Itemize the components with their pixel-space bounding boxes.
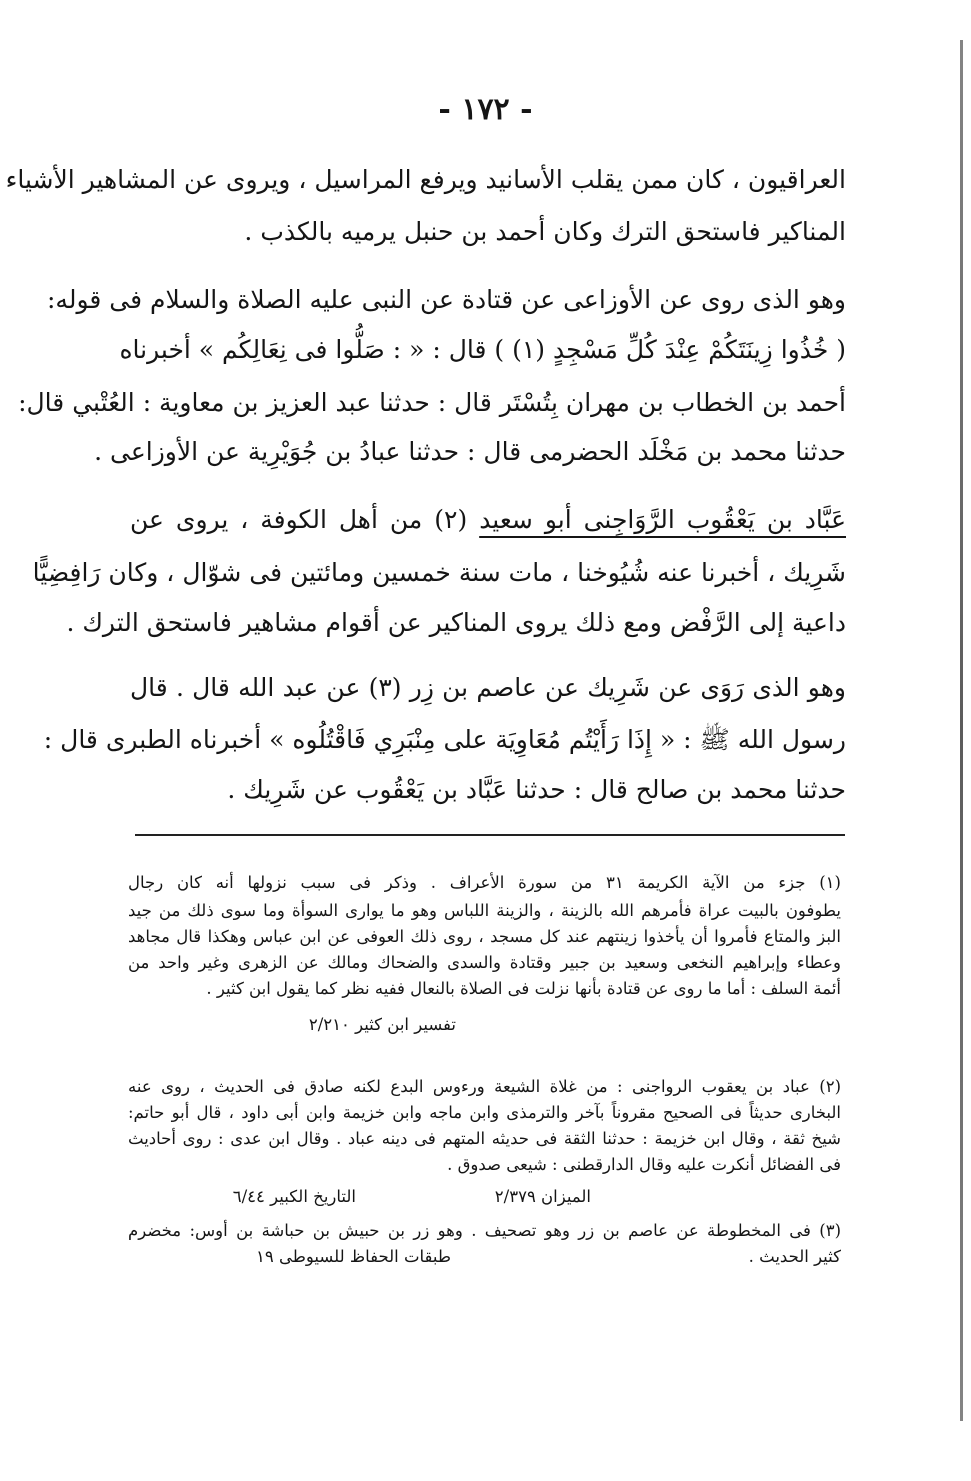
footnote-line: كثير الحديث . [748, 1247, 841, 1266]
body-line: وهو الذى رَوَى عن شَرِيك عن عاصم بن زِر (٣) عن عبد الله قال . قال [130, 673, 846, 702]
footnote-line: شيخ ثقة ، وقال ابن خزيمة : حدثنا الثقة فى حديثه المتهم فى دينه عباد . وقال ابن عدى : روى أحاديث [128, 1129, 841, 1148]
body-line: المناكير فاستحق الترك وكان أحمد بن حنبل يرميه بالكذب . [244, 217, 846, 246]
footnote-line: (٢) عباد بن يعقوب الرواجنى : من غلاة الشيعة ورءوس البدع لكنه صادق فى الحديث ، روى عنه [128, 1077, 841, 1096]
footnote-source: تفسير ابن كثير ٢/٢١٠ [308, 1015, 456, 1034]
footnote-line: أئمة السلف : أما ما روى عن قتادة بأنها نزلت فى الصلاة بالنعال ففيه نظر كما يقول ابن كثير . [206, 979, 841, 998]
footnote-line: وعطاء وإبراهيم النخعى وسعيد بن جبير وقتادة والسدى والضحاك ومالك عن الزهرى وغير واحد من [128, 953, 841, 972]
body-line: أحمد بن الخطاب بن مهران بِتُسْتَر قال : حدثنا عبد العزيز بن معاوية : العُتْبي قال: [18, 388, 846, 417]
footnote-source: طبقات الحفاظ للسيوطى ١٩ [256, 1247, 451, 1266]
page-number: - ١٧٢ - [438, 92, 533, 127]
narrator-entry-text: (٢) من أهل الكوفة ، يروى عن [130, 505, 480, 534]
footnote-line: البز والمتاع فأمروا أن يأخذوا زينتهم عند كل مسجد ، روى ذلك العوفى عن ابن عباس وهكذا قال مجاهد [128, 927, 841, 946]
footnote-line: البخارى حديثاً فى الصحيح مقروناً بآخر والترمذى وابن ماجه وابن خزيمة وابن أبى داود ، قال أبو حاتم: [128, 1103, 841, 1122]
narrator-name: عَبَّاد بن يَعْقُوب الرَّوَاجِنى أبو سعيد [479, 505, 846, 534]
body-line: حدثنا محمد بن مَخْلَد الحضرمى قال : حدثنا عبادُ بن جُوَيْرِية عن الأوزاعى . [94, 437, 846, 466]
body-line: ( خُذُوا زِينَتَكُمْ عِنْدَ كُلِّ مَسْجِدٍ (١) ) قال : « : صَلُّوا فى نِعَالِكُم » أخبرناه [119, 335, 846, 364]
body-line: حدثنا محمد بن صالح قال : حدثنا عَبَّاد بن يَعْقُوب عن شَرِيك . [227, 775, 846, 804]
footnote-line: (٣) فى المخطوطة عن عاصم بن زر وهو تصحيف . وهو زر بن حبيش بن حباشة بن أوس: مخضرم [128, 1221, 841, 1240]
body-line: العراقيون ، كان ممن يقلب الأسانيد ويرفع المراسيل ، ويروى عن المشاهير الأشياء [5, 165, 846, 194]
footnote-source: الميزان ٢/٣٧٩ [494, 1187, 591, 1206]
footnote-line: فى الفضائل أنكرت عليه وقال الدارقطنى : شيعى صدوق . [447, 1155, 841, 1174]
footnote-source: التاريخ الكبير ٦/٤٤ [232, 1187, 356, 1206]
body-line: شَرِيك ، أخبرنا عنه شُيُوخنا ، مات سنة خمسين ومائتين فى شوّال ، وكان رَافِضِيًّا [32, 558, 846, 587]
narrator-entry-line [130, 500, 846, 540]
footnote-divider [135, 834, 845, 836]
footnote-line: يطوفون بالبيت عراة فأمرهم الله بالزينة ، والزينة اللباس وهو ما يوارى السوأة وما سوى ذلك من جيد [128, 901, 841, 920]
body-line: رسول الله ﷺ : « إِذَا رَأَيْتُم مُعَاوِيَة على مِنْبَرِي فَاقْتُلُوه » أخبرناه الطبرى قال : [43, 725, 846, 754]
body-line: داعية إلى الرَّفْض ومع ذلك يروى المناكير عن أقوام مشاهير فاستحق الترك . [66, 608, 846, 637]
body-line: وهو الذى روى عن الأوزاعى عن قتادة عن النبى عليه الصلاة والسلام فى قوله: [47, 285, 846, 314]
scan-edge [960, 40, 963, 1421]
footnote-line: (١) جزء من الآية الكريمة ٣١ من سورة الأعراف . وذكر فى سبب نزولها أنه كان رجال [128, 873, 841, 892]
